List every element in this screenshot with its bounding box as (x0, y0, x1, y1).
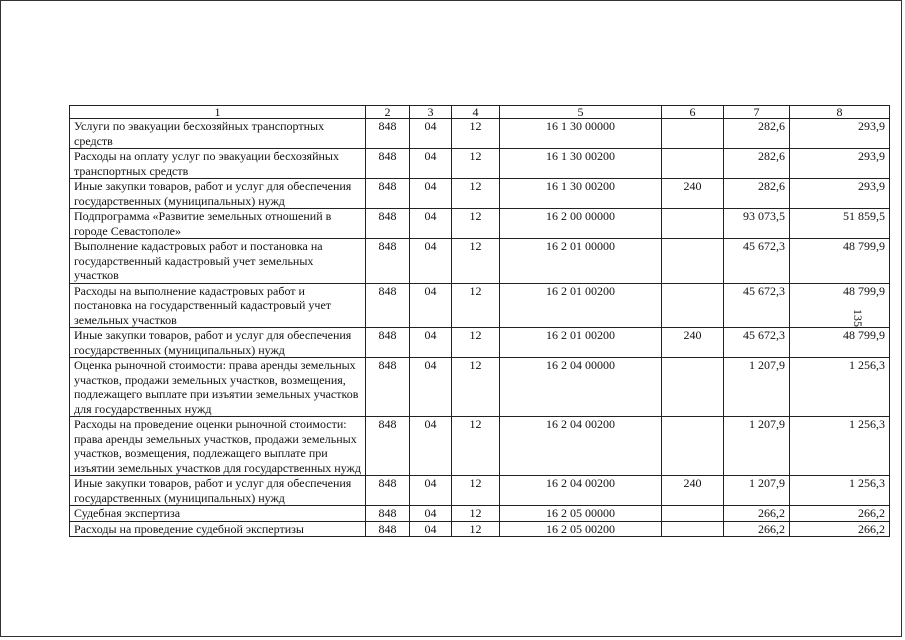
code-cell: 240 (662, 179, 724, 209)
item-name-cell: Оценка рыночной стоимости: права аренды земельных участков, продажи земельных участков, возмещения, подлежащего выплате при изъятии земельных участков для государственных нужд (70, 358, 366, 417)
amount-cell: 293,9 (790, 179, 890, 209)
code-cell (662, 358, 724, 417)
code-cell (662, 506, 724, 522)
code-cell: 16 2 05 00000 (500, 506, 662, 522)
amount-cell: 45 672,3 (724, 283, 790, 328)
code-cell: 12 (452, 149, 500, 179)
code-cell: 12 (452, 358, 500, 417)
code-cell: 16 2 01 00200 (500, 283, 662, 328)
code-cell: 848 (366, 119, 410, 149)
table-row (70, 358, 890, 417)
code-cell: 848 (366, 506, 410, 522)
code-cell: 848 (366, 358, 410, 417)
code-cell: 848 (366, 239, 410, 284)
header-cell: 6 (662, 106, 724, 119)
item-name-cell: Подпрограмма «Развитие земельных отношений в городе Севастополе» (70, 209, 366, 239)
code-cell (662, 521, 724, 537)
table-row (70, 179, 890, 209)
amount-cell: 45 672,3 (724, 239, 790, 284)
code-cell: 848 (366, 328, 410, 358)
item-name-cell: Иные закупки товаров, работ и услуг для обеспечения государственных (муниципальных) нужд (70, 328, 366, 358)
code-cell: 240 (662, 476, 724, 506)
item-name-cell: Услуги по эвакуации бесхозяйных транспортных средств (70, 119, 366, 149)
code-cell: 848 (366, 209, 410, 239)
header-cell: 8 (790, 106, 890, 119)
code-cell: 04 (410, 417, 452, 476)
table-row (70, 239, 890, 284)
amount-cell: 93 073,5 (724, 209, 790, 239)
amount-cell: 51 859,5 (790, 209, 890, 239)
amount-cell: 266,2 (724, 506, 790, 522)
code-cell: 12 (452, 417, 500, 476)
code-cell: 12 (452, 283, 500, 328)
table-header-row (70, 106, 890, 119)
item-name-cell: Выполнение кадастровых работ и постановка на государственный кадастровый учет земельных участков (70, 239, 366, 284)
item-name-cell: Расходы на проведение судебной экспертизы (70, 521, 366, 537)
amount-cell: 282,6 (724, 149, 790, 179)
amount-cell: 48 799,9 (790, 239, 890, 284)
budget-table (69, 105, 890, 537)
code-cell: 240 (662, 328, 724, 358)
table-row (70, 209, 890, 239)
amount-cell: 1 207,9 (724, 417, 790, 476)
code-cell: 848 (366, 476, 410, 506)
code-cell: 12 (452, 239, 500, 284)
code-cell: 12 (452, 119, 500, 149)
code-cell: 16 2 04 00200 (500, 417, 662, 476)
table-row (70, 521, 890, 537)
code-cell: 16 1 30 00200 (500, 149, 662, 179)
code-cell: 04 (410, 358, 452, 417)
code-cell: 04 (410, 476, 452, 506)
item-name-cell: Иные закупки товаров, работ и услуг для обеспечения государственных (муниципальных) нужд (70, 179, 366, 209)
header-cell: 4 (452, 106, 500, 119)
item-name-cell: Судебная экспертиза (70, 506, 366, 522)
table-row (70, 328, 890, 358)
code-cell: 12 (452, 179, 500, 209)
amount-cell: 48 799,9 (790, 328, 890, 358)
amount-cell: 293,9 (790, 149, 890, 179)
amount-cell: 48 799,9 (790, 283, 890, 328)
header-cell: 1 (70, 106, 366, 119)
header-cell: 3 (410, 106, 452, 119)
table-row (70, 119, 890, 149)
amount-cell: 282,6 (724, 179, 790, 209)
code-cell: 12 (452, 521, 500, 537)
code-cell: 848 (366, 179, 410, 209)
amount-cell: 1 256,3 (790, 358, 890, 417)
code-cell: 16 1 30 00200 (500, 179, 662, 209)
amount-cell: 1 256,3 (790, 476, 890, 506)
code-cell: 16 2 04 00200 (500, 476, 662, 506)
code-cell (662, 283, 724, 328)
code-cell: 04 (410, 209, 452, 239)
code-cell: 848 (366, 417, 410, 476)
item-name-cell: Иные закупки товаров, работ и услуг для обеспечения государственных (муниципальных) нужд (70, 476, 366, 506)
code-cell: 04 (410, 239, 452, 284)
code-cell: 04 (410, 521, 452, 537)
header-cell: 2 (366, 106, 410, 119)
code-cell: 16 2 04 00000 (500, 358, 662, 417)
code-cell: 848 (366, 283, 410, 328)
code-cell: 16 1 30 00000 (500, 119, 662, 149)
header-cell: 5 (500, 106, 662, 119)
amount-cell: 266,2 (724, 521, 790, 537)
amount-cell: 293,9 (790, 119, 890, 149)
code-cell (662, 239, 724, 284)
amount-cell: 1 256,3 (790, 417, 890, 476)
item-name-cell: Расходы на выполнение кадастровых работ и постановка на государственный кадастровый учет земельных участков (70, 283, 366, 328)
amount-cell: 45 672,3 (724, 328, 790, 358)
code-cell: 04 (410, 328, 452, 358)
code-cell: 12 (452, 209, 500, 239)
code-cell: 04 (410, 179, 452, 209)
code-cell: 04 (410, 149, 452, 179)
code-cell (662, 417, 724, 476)
code-cell: 16 2 01 00200 (500, 328, 662, 358)
code-cell (662, 209, 724, 239)
amount-cell: 266,2 (790, 521, 890, 537)
code-cell: 16 2 05 00200 (500, 521, 662, 537)
code-cell: 12 (452, 328, 500, 358)
code-cell: 12 (452, 506, 500, 522)
page-number: 135 (851, 309, 865, 327)
code-cell (662, 119, 724, 149)
table-row (70, 506, 890, 522)
item-name-cell: Расходы на оплату услуг по эвакуации бесхозяйных транспортных средств (70, 149, 366, 179)
code-cell: 848 (366, 521, 410, 537)
code-cell (662, 149, 724, 179)
amount-cell: 1 207,9 (724, 358, 790, 417)
code-cell: 848 (366, 149, 410, 179)
amount-cell: 1 207,9 (724, 476, 790, 506)
code-cell: 04 (410, 119, 452, 149)
amount-cell: 266,2 (790, 506, 890, 522)
amount-cell: 282,6 (724, 119, 790, 149)
code-cell: 16 2 01 00000 (500, 239, 662, 284)
table-row (70, 283, 890, 328)
code-cell: 12 (452, 476, 500, 506)
header-cell: 7 (724, 106, 790, 119)
table-row (70, 417, 890, 476)
code-cell: 04 (410, 506, 452, 522)
table-row (70, 149, 890, 179)
code-cell: 04 (410, 283, 452, 328)
item-name-cell: Расходы на проведение оценки рыночной стоимости: права аренды земельных участков, продажи земельных участков, возмещения, подлежащего выплате при изъятии земельных участков для государственных нужд (70, 417, 366, 476)
code-cell: 16 2 00 00000 (500, 209, 662, 239)
table-row (70, 476, 890, 506)
